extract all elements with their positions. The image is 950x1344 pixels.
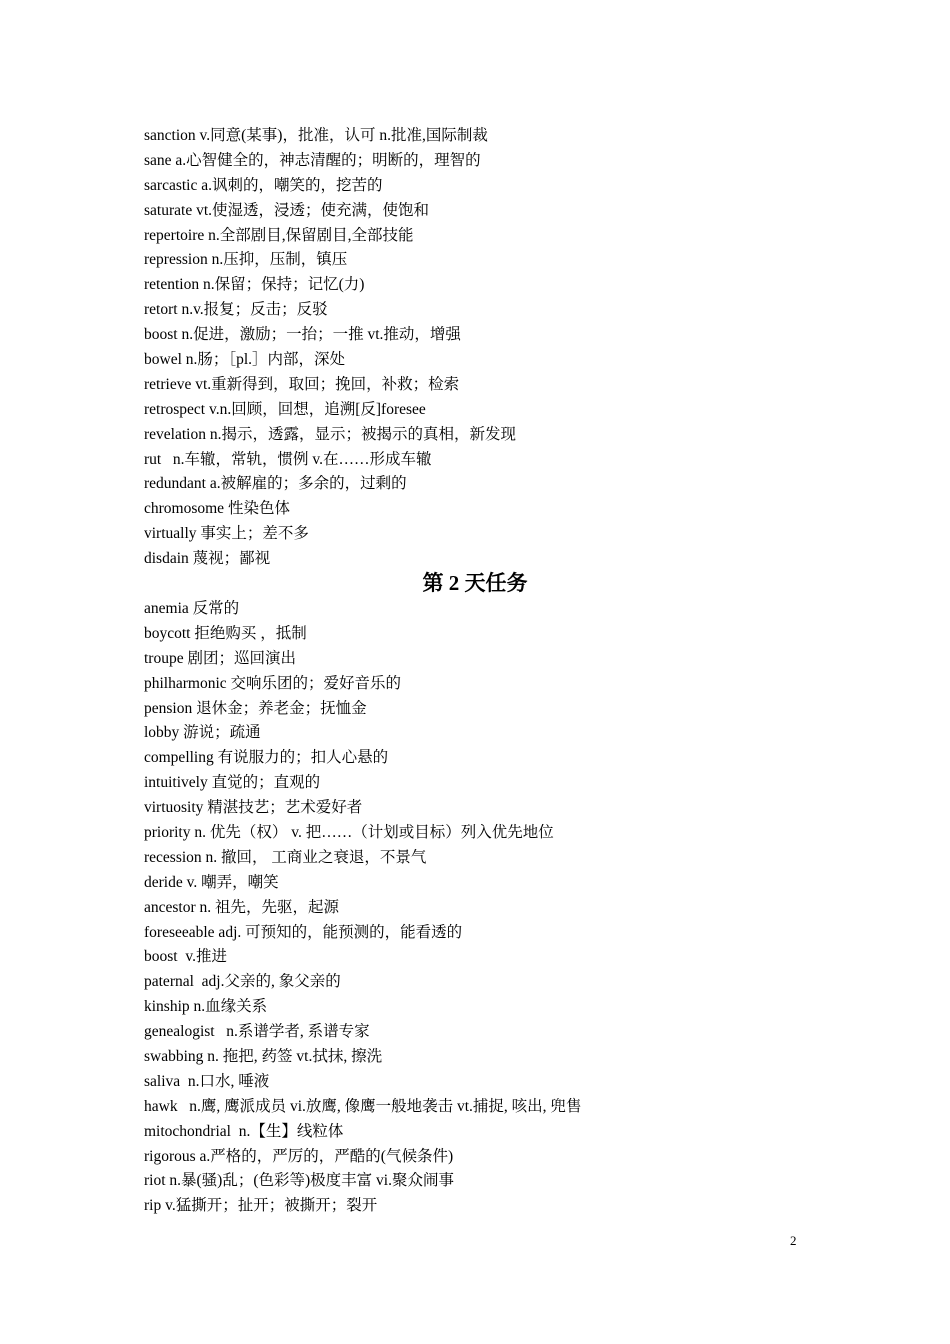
vocab-entry: foreseeable adj. 可预知的，能预测的，能看透的 <box>144 923 463 941</box>
vocab-entry: chromosome 性染色体 <box>144 500 290 518</box>
vocab-entry: swabbing n. 拖把, 药签 vt.拭抹, 擦洗 <box>144 1048 383 1066</box>
vocab-entry: boycott 拒绝购买 ，抵制 <box>144 624 307 642</box>
vocab-entry: hawk n.鹰, 鹰派成员 vi.放鹰, 像鹰一般地袭击 vt.捕捉, 咳出, 兜售 <box>144 1097 582 1115</box>
vocab-entry: boost v.推进 <box>144 948 227 966</box>
vocab-entry: saliva n.口水, 唾液 <box>144 1072 270 1090</box>
section-heading: 第 2 天任务 <box>422 571 528 595</box>
vocab-entry: boost n.促进，激励；一抬；一推 vt.推动，增强 <box>144 326 461 344</box>
vocab-entry: recession n. 撤回， 工商业之衰退，不景气 <box>144 848 427 866</box>
page-number: 2 <box>790 1233 797 1248</box>
vocab-entry: pension 退休金；养老金；抚恤金 <box>144 699 367 717</box>
vocab-entry: rut n.车辙，常轨，惯例 v.在……形成车辙 <box>144 450 432 468</box>
vocab-entry: retort n.v.报复；反击；反驳 <box>144 301 328 319</box>
vocab-entry: ancestor n. 祖先，先驱，起源 <box>144 898 340 916</box>
vocab-entry: troupe 剧团；巡回演出 <box>144 649 296 667</box>
vocab-entry: deride v. 嘲弄，嘲笑 <box>144 873 279 891</box>
vocab-entry: mitochondrial n.【生】线粒体 <box>144 1122 344 1140</box>
vocab-entry: compelling 有说服力的；扣人心悬的 <box>144 749 389 767</box>
vocab-entry: retention n.保留；保持；记忆(力) <box>144 276 365 294</box>
vocab-entry: saturate vt.使湿透，浸透；使充满，使饱和 <box>144 201 430 219</box>
vocab-entry: rigorous a.严格的，严厉的，严酷的(气候条件) <box>144 1147 454 1165</box>
vocab-entry: intuitively 直觉的；直观的 <box>144 774 321 792</box>
vocab-entry: bowel n.肠；［pl.］内部，深处 <box>144 351 346 369</box>
vocab-entry: revelation n.揭示，透露，显示；被揭示的真相，新发现 <box>144 425 516 443</box>
vocabulary-list-section-2 <box>144 597 844 1219</box>
vocab-entry: virtually 事实上；差不多 <box>144 525 309 543</box>
vocab-entry: redundant a.被解雇的；多余的，过剩的 <box>144 475 407 493</box>
vocab-entry: repression n.压抑，压制，镇压 <box>144 251 348 269</box>
vocab-entry: philharmonic 交响乐团的；爱好音乐的 <box>144 674 402 692</box>
vocab-entry: repertoire n.全部剧目,保留剧目,全部技能 <box>144 226 414 244</box>
vocab-entry: sanction v.同意(某事)，批准，认可 n.批准,国际制裁 <box>144 127 488 144</box>
vocab-entry: sane a.心智健全的，神志清醒的；明断的，理智的 <box>144 151 481 169</box>
vocab-entry: rip v.猛撕开；扯开；被撕开；裂开 <box>144 1197 378 1215</box>
vocab-entry: retrospect v.n.回顾，回想，追溯[反]foresee <box>144 400 426 418</box>
vocab-entry: genealogist n.系谱学者, 系谱专家 <box>144 1023 370 1041</box>
vocab-entry: priority n. 优先（权） v. 把……（计划或目标）列入优先地位 <box>144 824 554 842</box>
vocab-entry: kinship n.血缘关系 <box>144 998 268 1016</box>
vocab-entry: virtuosity 精湛技艺；艺术爱好者 <box>144 799 363 817</box>
vocabulary-list-section-1 <box>144 124 844 572</box>
vocab-entry: riot n.暴(骚)乱；(色彩等)极度丰富 vi.聚众闹事 <box>144 1172 454 1190</box>
vocab-entry: disdain 蔑视；鄙视 <box>144 550 271 568</box>
vocab-entry: retrieve vt.重新得到，取回；挽回，补救；检索 <box>144 375 460 393</box>
vocab-entry: sarcastic a.讽刺的，嘲笑的，挖苦的 <box>144 176 383 194</box>
vocab-entry: anemia 反常的 <box>144 600 240 617</box>
vocab-entry: lobby 游说；疏通 <box>144 724 261 742</box>
vocab-entry: paternal adj.父亲的, 象父亲的 <box>144 973 341 991</box>
